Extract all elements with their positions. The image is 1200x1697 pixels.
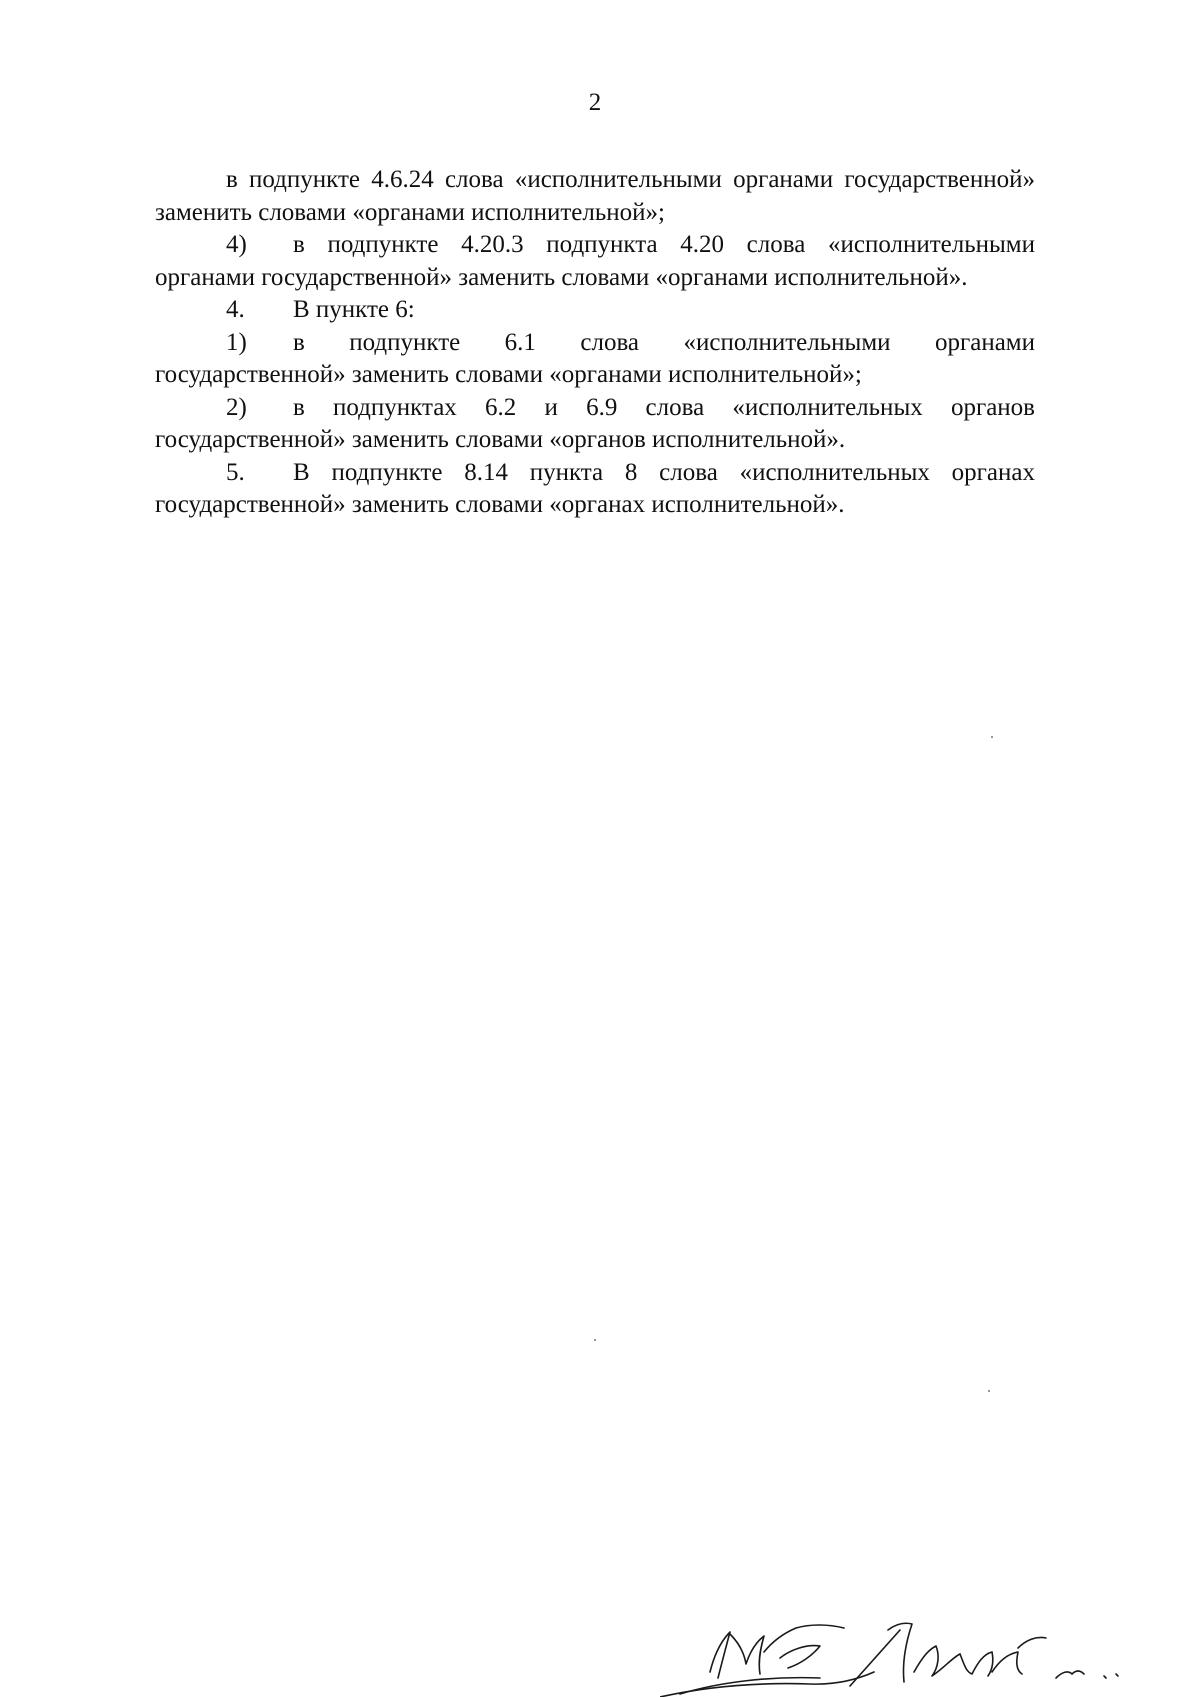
paragraph-subitem-4-6-24 [155,164,1035,229]
page-number: 2 [588,89,602,116]
paragraph-text: в подпункте 4.6.24 слова «исполнительными органами государственной» заменить словами «органами исполнительной»; [155,166,1035,226]
paragraph-text: в подпункте 6.1 слова «исполнительными органами государственной» заменить словами «органами исполнительной»; [155,328,1035,388]
handwritten-signature-icon [660,1612,1130,1697]
paragraph-text: в подпунктах 6.2 и 6.9 слова «исполнительных органов государственной» заменить словами «органов исполнительной». [155,393,1035,453]
paragraph-text: В подпункте 8.14 пункта 8 слова «исполнительных органах государственной» заменить словами «органах исполнительной». [155,458,1035,518]
paragraph-text: в подпункте 4.20.3 подпункта 4.20 слова «исполнительными органами государственной» заменить словами «органами исполнительной». [155,231,1035,291]
paragraph-point-4 [155,294,1035,327]
document-body [155,164,1035,522]
paragraph-text: В пункте 6: [293,296,415,323]
scan-speck [594,1339,596,1341]
paragraph-point-5 [155,457,1035,522]
paragraph-item-4 [155,229,1035,294]
paragraph-item-1 [155,327,1035,392]
paragraph-number: 2) [226,393,247,421]
paragraph-number: 1) [226,328,247,356]
scan-speck [991,736,993,738]
paragraph-item-2 [155,392,1035,457]
scan-speck [988,1390,990,1392]
paragraph-number: 4. [226,296,245,323]
paragraph-number: 5. [226,458,245,486]
paragraph-number: 4) [226,231,247,258]
